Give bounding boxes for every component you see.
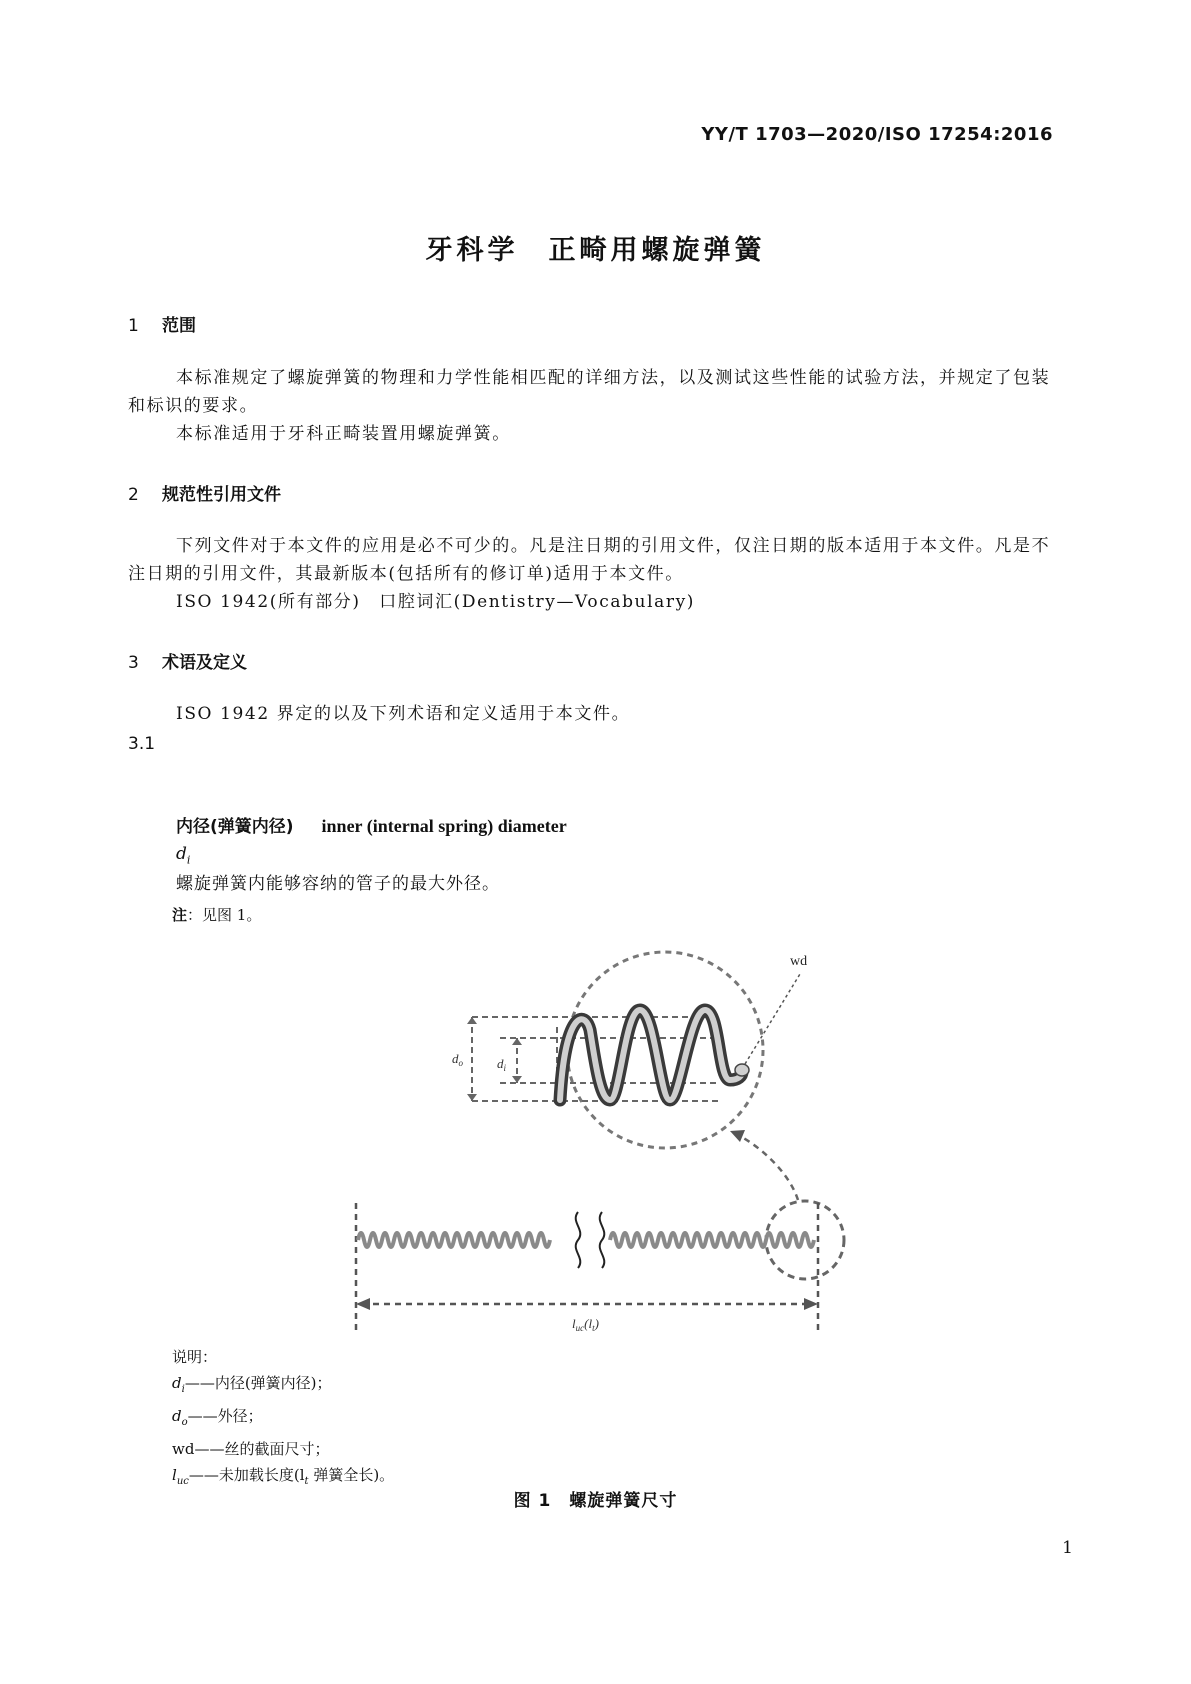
label-wd: wd: [790, 954, 808, 969]
title-part2: 正畸用螺旋弹簧: [548, 235, 766, 266]
note-text: ：见图 1。: [187, 906, 262, 924]
label-di: $d_i$: [497, 1056, 507, 1073]
figure-caption: 图 1 螺旋弹簧尺寸: [513, 1491, 678, 1511]
legend-item: $d_o——$外径；: [172, 1407, 263, 1428]
section-3-para-1: ISO 1942 界定的以及下列术语和定义适用于本文件。: [176, 704, 631, 724]
legend-item: $l_{uc}——$未加载长度($l_t$ 弹簧全长)。: [172, 1466, 395, 1487]
spring-left-segment: [358, 1233, 550, 1247]
section-1-number: 1: [128, 316, 139, 336]
term-number: 3.1: [128, 734, 156, 754]
length-arrow-right: [804, 1298, 818, 1310]
section-3-title: 术语及定义: [162, 653, 247, 673]
section-2-para-1: 下列文件对于本文件的应用是必不可少的。凡是注日期的引用文件，仅注日期的版本适用于本文件。凡是不注日期的引用文件，其最新版本(包括所有的修订单)适用于本文件。: [128, 536, 1051, 584]
section-2-title: 规范性引用文件: [162, 485, 281, 505]
section-1-para-2: 本标准适用于牙科正畸装置用螺旋弹簧。: [176, 424, 511, 444]
page-number: 1: [1062, 1538, 1073, 1558]
standard-code: YY/T 1703—2020/ISO 17254:2016: [701, 124, 1053, 145]
term-definition: 螺旋弹簧内能够容纳的管子的最大外径。: [176, 874, 500, 894]
section-3-number: 3: [128, 653, 139, 673]
figure-legend: [172, 1344, 394, 1495]
zoom-arrowhead: [730, 1130, 745, 1142]
length-arrow-left: [356, 1298, 370, 1310]
break-marks: [576, 1212, 605, 1268]
note-label: 注: [172, 906, 188, 924]
term-cn: 内径(弹簧内径): [176, 817, 294, 837]
label-length: $l_{uc}(l_t)$: [572, 1316, 599, 1333]
legend-title: 说明：: [172, 1348, 218, 1366]
normative-reference: ISO 1942(所有部分) 口腔词汇(Dentistry—Vocabulary): [176, 592, 696, 612]
dimension-arrows: [467, 1017, 522, 1101]
wd-leader-line: [745, 974, 800, 1064]
magnified-spring: [560, 1010, 749, 1100]
section-1-title: 范围: [162, 316, 196, 336]
term-symbol-sub: i: [186, 853, 191, 867]
length-guides: [356, 1203, 818, 1330]
legend-item: $d_i——$内径(弹簧内径)；: [172, 1374, 332, 1395]
label-do: $d_o$: [452, 1051, 463, 1068]
legend-item: wd——丝的截面尺寸；: [172, 1440, 330, 1458]
section-1-para-1: 本标准规定了螺旋弹簧的物理和力学性能相匹配的详细方法，以及测试这些性能的试验方法，并规定了包装和标识的要求。: [128, 368, 1051, 416]
zoom-arrow: [740, 1136, 798, 1200]
section-2-number: 2: [128, 485, 139, 505]
term-en: inner (internal spring) diameter: [321, 816, 567, 836]
term-symbol-d: d: [176, 844, 187, 864]
spring-right-segment: [610, 1233, 814, 1247]
title-part1: 牙科学: [425, 235, 519, 266]
full-spring: [358, 1233, 814, 1247]
